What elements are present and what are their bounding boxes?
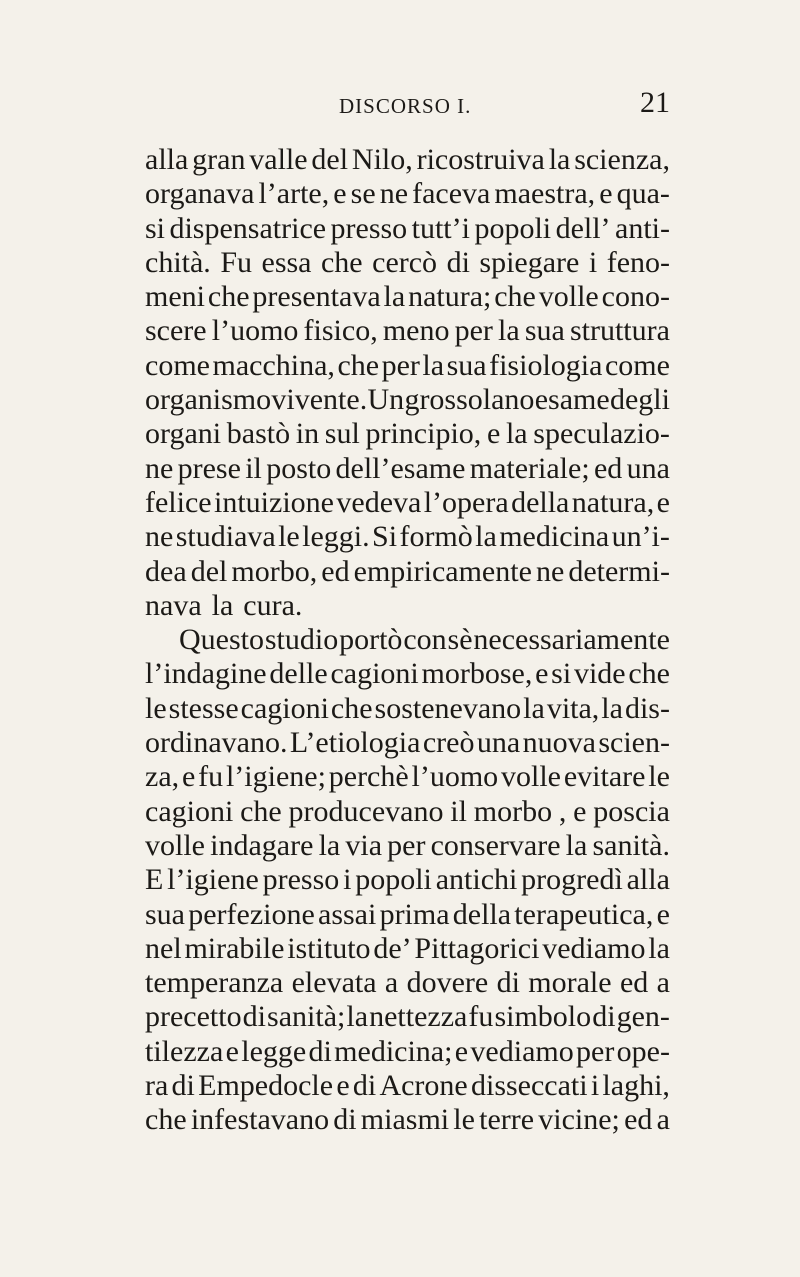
body-text	[145, 143, 670, 1138]
text-line: meni che presentava la natura; che volle cono-	[145, 280, 670, 314]
text-line: E l’igiene presso i popoli antichi progredì alla	[145, 863, 670, 897]
text-line: organava l’arte, e se ne faceva maestra, e qua-	[145, 177, 670, 211]
text-line: che infestavano di miasmi le terre vicine; ed a	[145, 1103, 670, 1137]
text-line: alla gran valle del Nilo, ricostruiva la scienza,	[145, 143, 670, 176]
text-line: nava la cura.	[145, 588, 303, 622]
text-line: come macchina, che per la sua fisiologia come	[145, 348, 670, 382]
text-line: za, e fu l’igiene; perchè l’uomo volle evitare le	[145, 760, 670, 794]
text-line: organismo vivente. Un grossolano esame degli	[145, 383, 670, 417]
text-line: felice intuizione vedeva l’opera della natura, e	[145, 485, 670, 519]
text-line: l’indagine delle cagioni morbose, e si vide che	[145, 657, 670, 691]
text-line: volle indagare la via per conservare la sanità.	[145, 828, 670, 862]
text-line: ne prese il posto dell’esame materiale; ed una	[145, 451, 670, 485]
text-line: ordinavano. L’etiologia creò una nuova scien-	[145, 726, 670, 760]
text-line: chità. Fu essa che cercò di spiegare i feno-	[145, 245, 670, 279]
text-line: ra di Empedocle e di Acrone disseccati i laghi,	[145, 1069, 670, 1103]
text-line: scere l’uomo fisico, meno per la sua struttura	[145, 314, 670, 348]
text-line: ne studiava le leggi. Si formò la medicina un’i-	[145, 520, 670, 554]
text-line: tilezza e legge di medicina; e vediamo per ope-	[145, 1034, 670, 1068]
text-line: si dispensatrice presso tutt’i popoli dell’ anti-	[145, 211, 670, 245]
text-line: organi bastò in sul principio, e la speculazio-	[145, 417, 670, 451]
running-head	[0, 86, 800, 126]
text-line: precetto di sanità; la nettezza fu simbolo di gen-	[145, 1000, 670, 1034]
text-line: sua perfezione assai prima della terapeutica, e	[145, 897, 670, 931]
text-line: nel mirabile istituto de’ Pittagorici vediamo la	[145, 931, 670, 965]
text-line: cagioni che producevano il morbo , e poscia	[145, 794, 670, 828]
text-line: le stesse cagioni che sostenevano la vita, la dis-	[145, 691, 670, 725]
page-number: 21	[640, 86, 670, 119]
text-line: Questo studio portò con sè necessariamente	[179, 623, 670, 657]
text-line: temperanza elevata a dovere di morale ed a	[145, 966, 670, 1000]
section-title: DISCORSO I.	[339, 94, 472, 118]
text-line: dea del morbo, ed empiricamente ne determi-	[145, 554, 670, 588]
